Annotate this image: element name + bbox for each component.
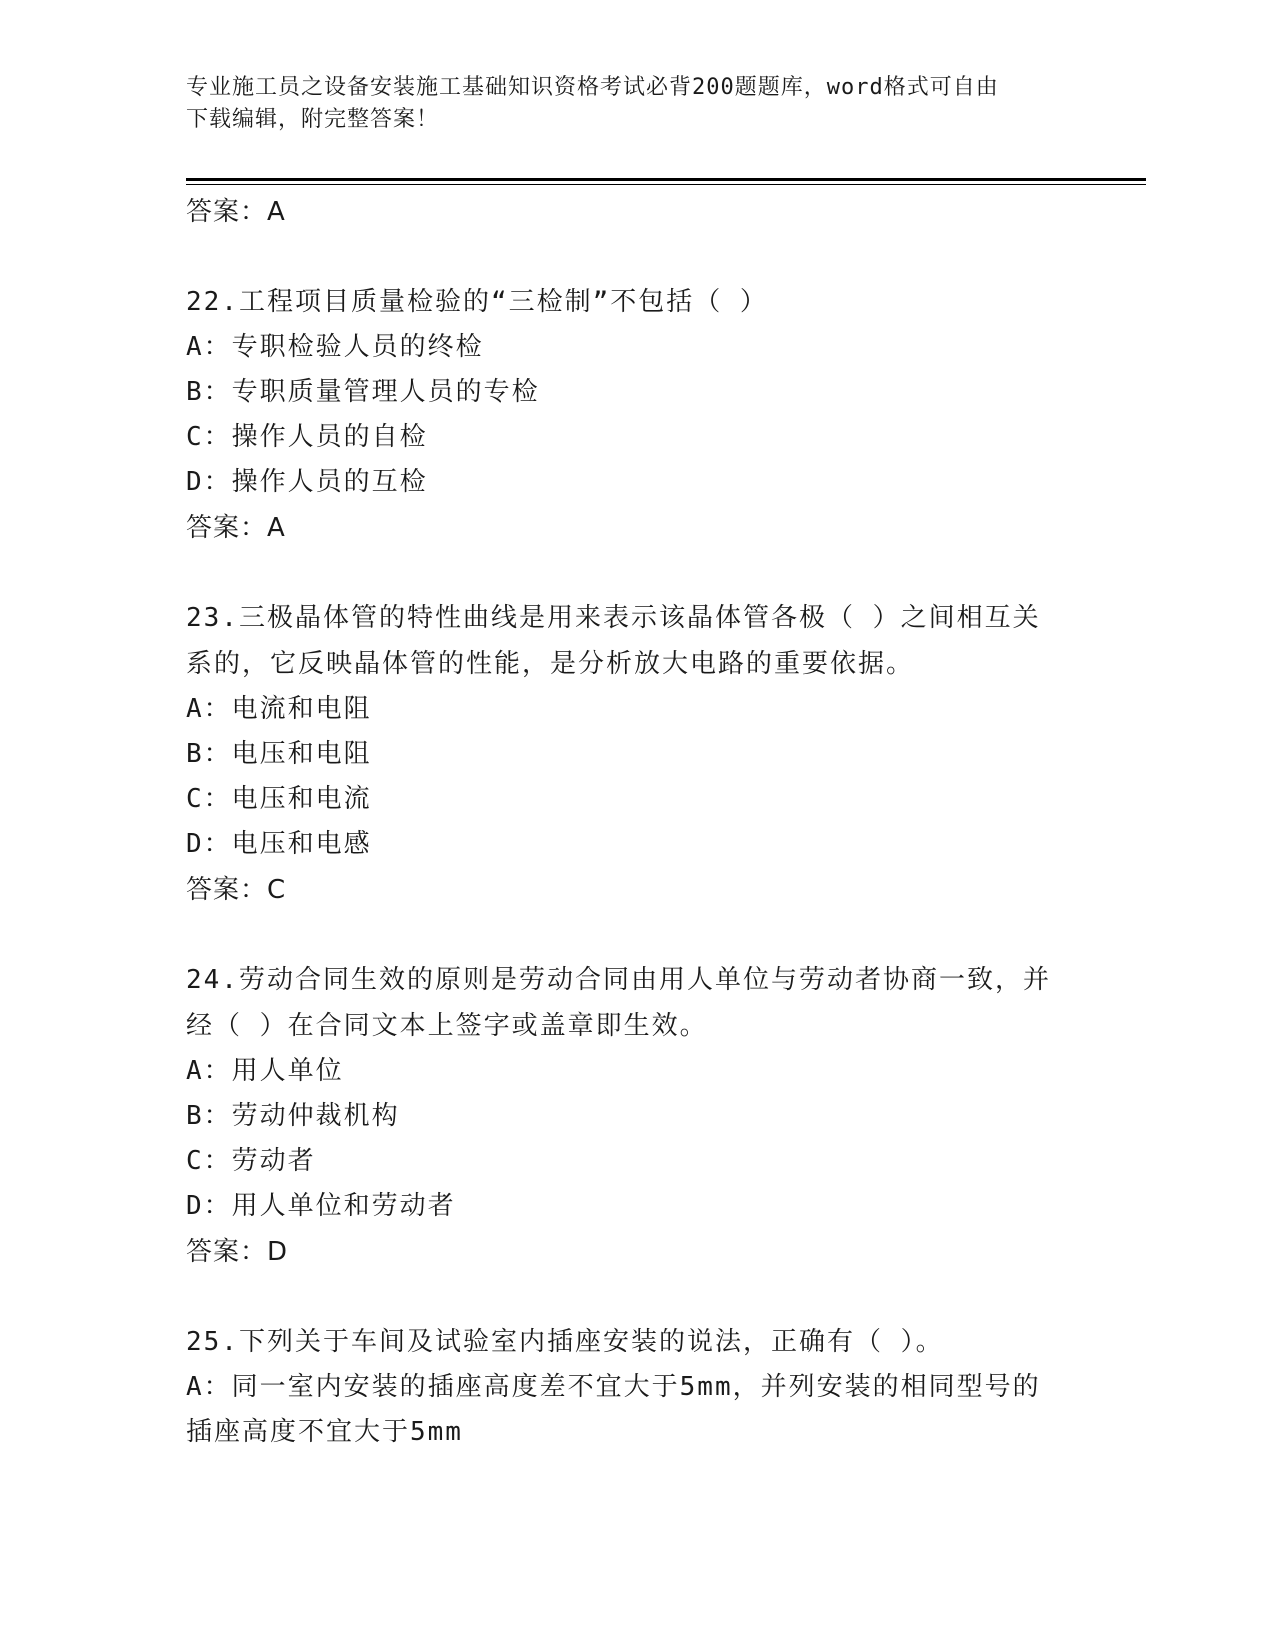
- question-stem-line-2: 系的，它反映晶体管的性能，是分析放大电路的重要依据。: [186, 649, 915, 679]
- option-a-line-1: A：同一室内安装的插座高度差不宜大于5mm，并列安装的相同型号的: [186, 1372, 1041, 1402]
- answer-line: 答案：D: [186, 1237, 289, 1267]
- spacer: [186, 235, 1066, 279]
- header-divider-thin: [186, 184, 1146, 185]
- question-list: [186, 189, 1066, 1455]
- option-a-line-2: 插座高度不宜大于5mm: [186, 1417, 463, 1447]
- answer-line: 答案：A: [186, 513, 286, 543]
- question-24: [186, 957, 1066, 1275]
- question-stem: 25.下列关于车间及试验室内插座安装的说法，正确有（ ）。: [186, 1327, 944, 1357]
- question-stem-line-1: 23.三极晶体管的特性曲线是用来表示该晶体管各极（ ）之间相互关: [186, 603, 1041, 633]
- answer-line: 答案：C: [186, 875, 287, 905]
- header-line-1: 专业施工员之设备安装施工基础知识资格考试必背200题题库，word格式可自由: [186, 75, 999, 100]
- spacer: [186, 551, 1066, 595]
- question-25: [186, 1319, 1066, 1455]
- question-23: [186, 595, 1066, 913]
- answer-line: 答案：A: [186, 197, 286, 227]
- option-c: C：劳动者: [186, 1146, 316, 1176]
- question-stem: 22.工程项目质量检验的“三检制”不包括（ ）: [186, 287, 768, 317]
- option-a: A：用人单位: [186, 1056, 344, 1086]
- option-b: B：专职质量管理人员的专检: [186, 377, 540, 407]
- option-a: A：专职检验人员的终检: [186, 332, 484, 362]
- option-b: B：电压和电阻: [186, 739, 372, 769]
- option-c: C：电压和电流: [186, 784, 372, 814]
- option-c: C：操作人员的自检: [186, 422, 428, 452]
- option-a: A：电流和电阻: [186, 694, 372, 724]
- question-22: [186, 279, 1066, 551]
- option-d: D：电压和电感: [186, 829, 372, 859]
- document-header: [186, 72, 1066, 136]
- header-divider-thick: [186, 178, 1146, 181]
- option-b: B：劳动仲裁机构: [186, 1101, 400, 1131]
- header-line-2: 下载编辑，附完整答案！: [186, 107, 440, 132]
- question-stem-line-2: 经（ ）在合同文本上签字或盖章即生效。: [186, 1011, 708, 1041]
- spacer: [186, 1275, 1066, 1319]
- question-stem-line-1: 24.劳动合同生效的原则是劳动合同由用人单位与劳动者协商一致，并: [186, 965, 1051, 995]
- option-d: D：操作人员的互检: [186, 467, 428, 497]
- option-d: D：用人单位和劳动者: [186, 1191, 456, 1221]
- spacer: [186, 913, 1066, 957]
